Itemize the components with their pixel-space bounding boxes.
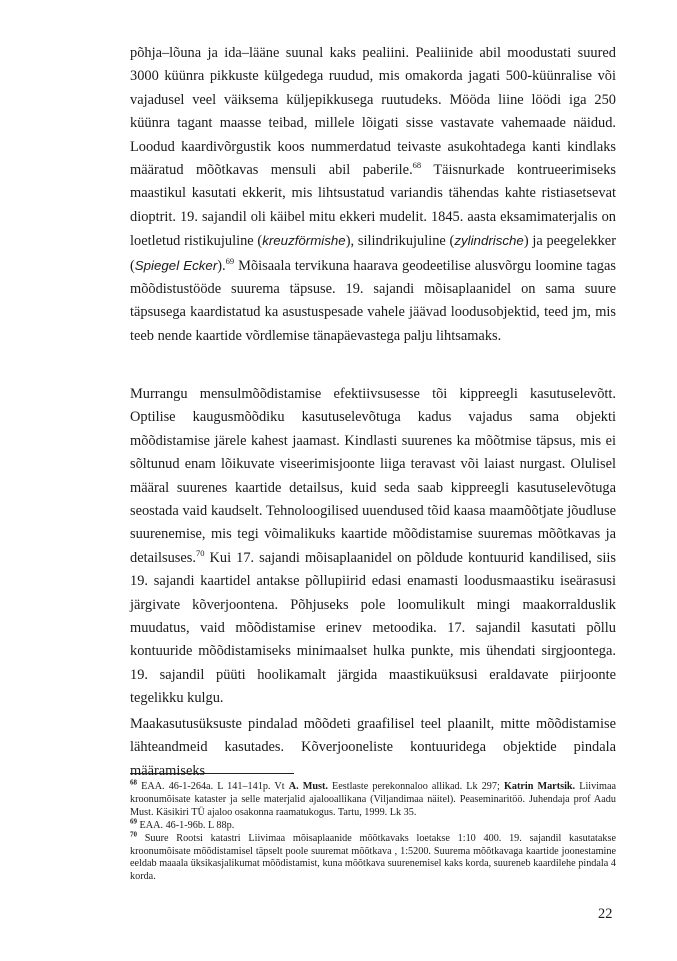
paragraph-text: ). [217, 257, 226, 274]
footnote-text: EAA. 46-1-96b. L 88p. [137, 819, 235, 831]
paragraph-text: Murrangu mensulmõõdistamise efektiivsusesse tõi kippreegli kasutuselevõtt. Optilise kaugusmõõdiku kasutuselevõtuga kadus vajadus sama objekti mõõdistamise järele kahest jaamast. Kindlasti suurenes ka mõõtmise täpsus, mis ei sõltunud enam lõikuvate viseerimisjoonte liiga teravast või laiast nurgast. Olulisel määral suurenes kaartide detailsus, kuid seda saab kippreegli kasutuselevõtuga seostada vaid kaudselt. Tehnoloogilised uuendused tõid kaasa maamõõtjate jõudluse suurenemise, mis tegi võimalikuks kaartide mõõdistamise suuremas mõõtkavas ja detailsuses. [130, 386, 616, 566]
footnote-69 [130, 817, 616, 833]
paragraph-text: põhja–lõuna ja ida–lääne suunal kaks pealiini. Pealiinide abil moodustati suured 3000 küünra pikkuste külgedega ruudud, mis omakorda jagati 500-küünralise või vajadusel veel väiksema küljepikkusega ruutudeks. Mööda liine löödi iga 250 küünra tagant maasse teibad, millele lõigati sisse vastavate vahemaade näidud. Loodud kaardivõrgustik koos nummerdatud teivaste asukohtadega kanti kindlaks määratud mõõtkavas mensuli abil paberile. [130, 45, 616, 179]
paragraph-text: Mõisaala tervikuna haarava geodeetilise alusvõrgu loomine tagas mõõdistustööde suurema täpsuse. 19. sajandi mõisaplaanidel on sama suure täpsusega kaardistatud ka asustuspesade vahele jäävad loodusobjektid, teed jm, mis teeb nende kaartide võrdlemise tänapäevastega palju lihtsamaks. [130, 257, 616, 344]
footnote-70 [130, 830, 616, 885]
body-paragraph-2 [130, 383, 616, 711]
footnote-number: 69 [130, 817, 137, 826]
author-name: Katrin Martsik. [503, 781, 576, 792]
footnote-text: EAA. 46-1-264a. L 141–141p. Vt [137, 781, 289, 792]
term-kreuzformishe: kreuzförmishe [262, 233, 346, 249]
paragraph-text: Maakasutusüksuste pindalad mõõdeti graafilisel teel plaanilt, mitte mõõdistamise lähteandmeid kasutades. Kõverjooneliste kontuuridega objektide pindala määramiseks [130, 716, 616, 779]
footnote-text: Eestlaste perekonnaloo allikad. Lk 297; [327, 781, 504, 792]
body-paragraph-1 [130, 42, 616, 348]
footnote-text: Suure Rootsi katastri Liivimaa mõisaplaanide mõõtkavaks loetakse 1:10 400. 19. sajandil kasutatakse kroonumõisate mõõdistamisel täpselt poole suuremat mõõtkava , 1:5200. Suurema mõõtkavaga kaartide joonestamine eeldab maaala üksikasjalikumat mõõdistamist, kuna mõõtkava suurenemisel kaks korda, suureneb kaardilehe pindala 4 korda. [130, 832, 616, 883]
footnote-separator [130, 773, 294, 774]
footnote-ref-69[interactable]: 69 [225, 255, 235, 266]
paragraph-text: ) ja peegelekker ( [130, 233, 616, 274]
footnote-68 [130, 778, 616, 820]
author-name: A. Must. [288, 781, 328, 792]
footnote-number: 68 [130, 778, 137, 787]
term-spiegel-ecker: Spiegel Ecker [134, 257, 218, 273]
footnotes-section [130, 778, 616, 884]
footnote-ref-70[interactable]: 70 [195, 548, 205, 559]
footnote-number: 70 [130, 830, 137, 839]
paragraph-text: Kui 17. sajandi mõisaplaanidel on põldude kontuurid kandilised, siis 19. sajandi kaartidel antakse põllupiirid edasi enamasti loodusmaastiku iseärasusi järgivate kõverjoontena. Põhjuseks pole loomulikult mingi maakorralduslik muudatus, vaid mõõdistamise erinev metoodika. 17. sajandil kasutati põllu kontuuride mõõdistamiseks minimaalset hulka punkte, mis ühendati sirgjoontega. 19. sajandil püüti hoolikamalt järgida maastikuüksusi eraldavate piirjoonte tegelikku kulgu. [130, 549, 616, 707]
paragraph-text: Täisnurkade kontrueerimiseks maastikul kasutati ekkerit, mis lihtsustatud variandis tähendas kahte ristiasetsevat dioptrit. 19. sajandil oli käibel mitu ekkeri mudelit. 1845. aasta eksamimaterjalis on loetletud ristikujuline ( [130, 162, 616, 250]
paragraph-text: ), silindrikujuline ( [345, 233, 455, 250]
footnote-ref-68[interactable]: 68 [412, 160, 422, 171]
footnote-text: Liivimaa kroonumõisate kataster ja selle materjalid ajalooallikana (Viljandimaa näitel). Peaseminaritöö. Juhendaja prof Aadu Must. Käsikiri TÜ ajaloo osakonna raamatukogus. Tartu, 1999. Lk 35. [130, 781, 616, 818]
term-zylindrische: zylindrische [454, 233, 524, 249]
page-number: 22 [598, 906, 613, 922]
